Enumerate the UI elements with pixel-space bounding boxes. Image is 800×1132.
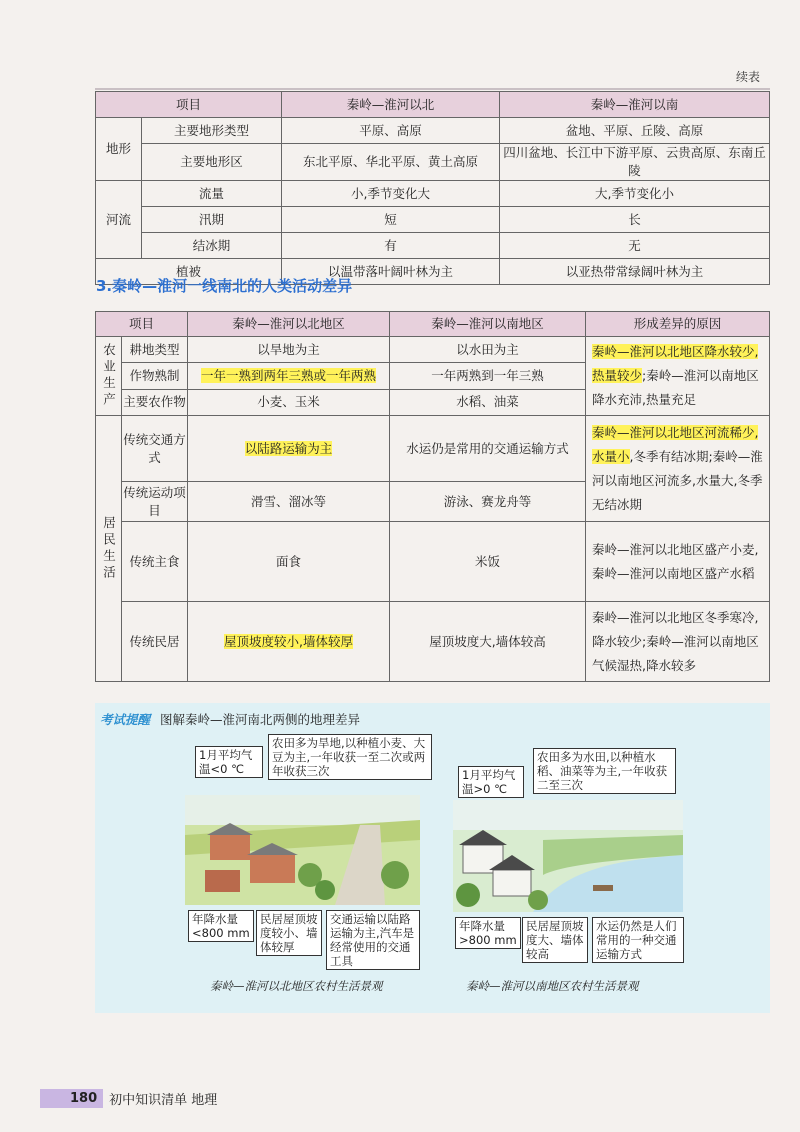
reason-text: ,冬季有结冰期;秦岭—淮河以南地区河流多,水量大,冬季无结冰期 bbox=[592, 448, 763, 512]
north-transport-callout: 交通运输以陆路运输为主,汽车是经常使用的交通工具 bbox=[326, 910, 420, 970]
item-cell: 汛期 bbox=[142, 207, 282, 233]
north-cell: 以旱地为主 bbox=[188, 337, 390, 363]
south-cell: 以亚热带常绿阔叶林为主 bbox=[500, 259, 770, 285]
header-cell: 秦岭—淮河以北地区 bbox=[188, 312, 390, 337]
header-rule bbox=[95, 88, 770, 90]
north-cell: 有 bbox=[282, 233, 500, 259]
group-cell: 地形 bbox=[96, 118, 142, 181]
table-row bbox=[96, 144, 770, 181]
south-cell: 游泳、赛龙舟等 bbox=[390, 482, 586, 522]
south-cell: 一年两熟到一年三熟 bbox=[390, 363, 586, 389]
exam-tip-text: 图解秦岭—淮河南北两侧的地理差异 bbox=[160, 712, 361, 727]
group-cell: 河流 bbox=[96, 181, 142, 259]
south-cell: 无 bbox=[500, 233, 770, 259]
north-village-illustration bbox=[185, 795, 420, 905]
item-cell: 耕地类型 bbox=[122, 337, 188, 363]
north-cell: 短 bbox=[282, 207, 500, 233]
north-house-callout: 民居屋顶坡度较小、墙体较厚 bbox=[256, 910, 322, 956]
natural-differences-table bbox=[95, 91, 770, 285]
item-cell: 作物熟制 bbox=[122, 363, 188, 389]
highlight-text: 一年一熟到两年三熟或一年两熟 bbox=[200, 367, 376, 383]
table-header-row bbox=[96, 92, 770, 118]
north-temp-callout: 1月平均气温<0 ℃ bbox=[195, 746, 263, 778]
south-cell: 盆地、平原、丘陵、高原 bbox=[500, 118, 770, 144]
group-cell: 居民生活 bbox=[96, 416, 122, 682]
header-cell: 形成差异的原因 bbox=[586, 312, 770, 337]
north-cell: 平原、高原 bbox=[282, 118, 500, 144]
north-cell: 小麦、玉米 bbox=[188, 389, 390, 415]
item-cell: 传统运动项目 bbox=[122, 482, 188, 522]
section-title: 3.秦岭—淮河一线南北的人类活动差异 bbox=[96, 277, 353, 295]
table-row bbox=[96, 522, 770, 602]
header-cell: 秦岭—淮河以北 bbox=[282, 92, 500, 118]
group-cell: 农业生产 bbox=[96, 337, 122, 416]
north-rain-callout: 年降水量<800 mm bbox=[188, 910, 254, 942]
south-village-illustration bbox=[453, 800, 683, 912]
highlight-text: 秦岭—淮河以北地区降水较少,热量较少 bbox=[592, 344, 759, 383]
north-cell bbox=[188, 363, 390, 389]
header-cell: 秦岭—淮河以南 bbox=[500, 92, 770, 118]
item-cell: 流量 bbox=[142, 181, 282, 207]
table-row bbox=[96, 233, 770, 259]
footer-text: 初中知识清单 地理 bbox=[109, 1092, 218, 1108]
table-row bbox=[96, 118, 770, 144]
header-cell: 项目 bbox=[96, 92, 282, 118]
item-cell: 主要农作物 bbox=[122, 389, 188, 415]
item-cell: 传统主食 bbox=[122, 522, 188, 602]
page-number: 180 bbox=[40, 1089, 103, 1108]
table-row bbox=[96, 416, 770, 482]
south-cell: 水稻、油菜 bbox=[390, 389, 586, 415]
north-cell: 滑雪、溜冰等 bbox=[188, 482, 390, 522]
south-house-callout: 民居屋顶坡度大、墙体较高 bbox=[522, 917, 588, 963]
north-cell: 小,季节变化大 bbox=[282, 181, 500, 207]
item-cell: 传统民居 bbox=[122, 602, 188, 682]
south-cell: 水运仍是常用的交通运输方式 bbox=[390, 416, 586, 482]
south-cell: 米饭 bbox=[390, 522, 586, 602]
north-cell bbox=[188, 416, 390, 482]
south-caption: 秦岭—淮河以南地区农村生活景观 bbox=[466, 979, 639, 993]
highlight-text: 秦岭—淮河以北地区河流稀少,水量小 bbox=[592, 424, 759, 464]
reason-cell: 秦岭—淮河以北地区冬季寒冷,降水较少;秦岭—淮河以南地区气候湿热,降水较多 bbox=[586, 602, 770, 682]
item-cell: 传统交通方式 bbox=[122, 416, 188, 482]
north-cell: 东北平原、华北平原、黄土高原 bbox=[282, 144, 500, 181]
south-transport-callout: 水运仍然是人们常用的一种交通运输方式 bbox=[592, 917, 684, 963]
south-cell: 大,季节变化小 bbox=[500, 181, 770, 207]
item-cell: 主要地形类型 bbox=[142, 118, 282, 144]
item-cell: 结冰期 bbox=[142, 233, 282, 259]
south-rain-callout: 年降水量>800 mm bbox=[455, 917, 521, 949]
reason-cell bbox=[586, 416, 770, 522]
south-cell: 屋顶坡度大,墙体较高 bbox=[390, 602, 586, 682]
table-row bbox=[96, 181, 770, 207]
table-row bbox=[96, 337, 770, 363]
header-cell: 秦岭—淮河以南地区 bbox=[390, 312, 586, 337]
north-cell: 以温带落叶阔叶林为主 bbox=[282, 259, 500, 285]
continued-label: 续表 bbox=[735, 70, 760, 84]
table-header-row bbox=[96, 312, 770, 337]
reason-cell: 秦岭—淮河以北地区盛产小麦,秦岭—淮河以南地区盛产水稻 bbox=[586, 522, 770, 602]
south-cell: 四川盆地、长江中下游平原、云贵高原、东南丘陵 bbox=[500, 144, 770, 181]
reason-text: ;秦岭—淮河以南地区降水充沛,热量充足 bbox=[592, 368, 759, 407]
north-cell: 面食 bbox=[188, 522, 390, 602]
table-row bbox=[96, 602, 770, 682]
south-cell: 以水田为主 bbox=[390, 337, 586, 363]
highlight-text: 屋顶坡度较小,墙体较厚 bbox=[224, 633, 353, 649]
exam-tip-line bbox=[100, 710, 360, 728]
item-cell: 植被 bbox=[96, 259, 282, 285]
header-cell: 项目 bbox=[96, 312, 188, 337]
highlight-text: 以陆路运输为主 bbox=[244, 440, 333, 456]
reason-cell bbox=[586, 337, 770, 416]
item-cell: 主要地形区 bbox=[142, 144, 282, 181]
table-row bbox=[96, 207, 770, 233]
south-farm-callout: 农田多为水田,以种植水稻、油菜等为主,一年收获二至三次 bbox=[533, 748, 676, 794]
south-temp-callout: 1月平均气温>0 ℃ bbox=[458, 766, 524, 798]
exam-tip-badge: 考试提醒 bbox=[100, 712, 151, 727]
page-footer bbox=[40, 1086, 217, 1110]
human-activity-table bbox=[95, 311, 770, 682]
north-cell bbox=[188, 602, 390, 682]
north-farm-callout: 农田多为旱地,以种植小麦、大豆为主,一年收获一至二次或两年收获三次 bbox=[268, 734, 432, 780]
south-cell: 长 bbox=[500, 207, 770, 233]
north-caption: 秦岭—淮河以北地区农村生活景观 bbox=[210, 979, 383, 993]
